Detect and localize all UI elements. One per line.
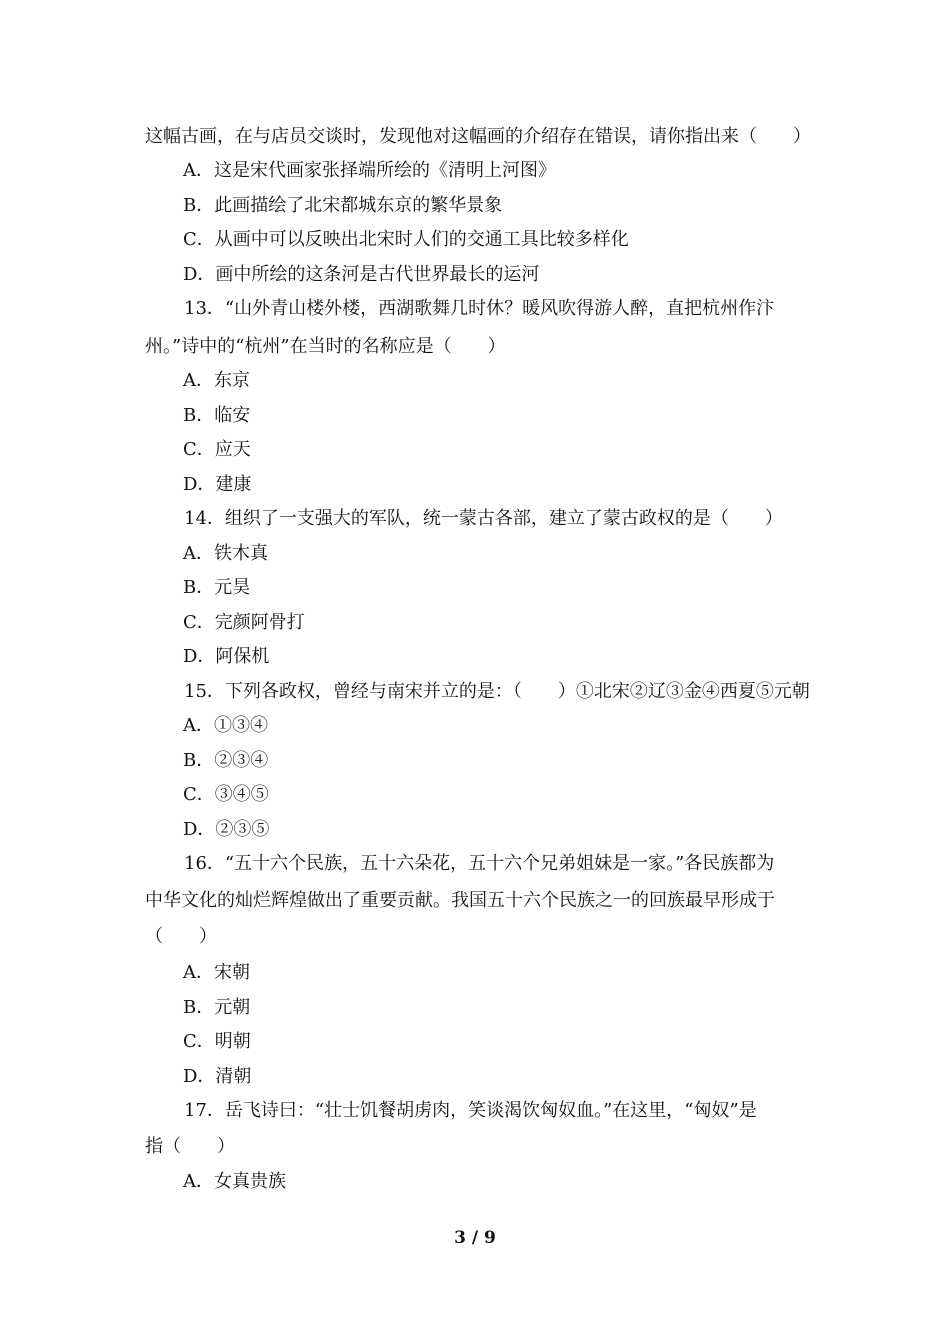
q13-option-a: A．东京 (183, 370, 250, 391)
q14-stem: 14．组织了一支强大的军队，统一蒙古各部，建立了蒙古政权的是（ ） (184, 508, 783, 529)
q13-option-b: B．临安 (183, 405, 251, 426)
q15-option-a: A．①③④ (183, 715, 268, 736)
q15-option-d: D．②③⑤ (183, 819, 270, 840)
q14-option-b: B．元昊 (183, 577, 251, 598)
q12-option-d: D．画中所绘的这条河是古代世界最长的运河 (183, 264, 540, 285)
q13-stem-line2: 州。”诗中的“杭州”在当时的名称应是（ ） (145, 336, 506, 357)
q17-option-a: A．女真贵族 (183, 1171, 286, 1192)
q16-option-b: B．元朝 (183, 997, 251, 1018)
q12-stem: 这幅古画，在与店员交谈时，发现他对这幅画的介绍存在错误，请你指出来（ ） (145, 126, 811, 147)
q15-stem: 15．下列各政权，曾经与南宋并立的是：（ ）①北宋②辽③金④西夏⑤元朝 (184, 681, 810, 702)
q16-option-d: D．清朝 (183, 1066, 252, 1087)
q14-option-c: C．完颜阿骨打 (183, 612, 305, 633)
q16-stem-line3: （ ） (145, 926, 217, 947)
q13-stem-line1: 13．“山外青山楼外楼，西湖歌舞几时休？暖风吹得游人醉，直把杭州作汴 (184, 298, 775, 319)
q17-stem-line2: 指（ ） (145, 1136, 235, 1157)
q16-stem-line1: 16．“五十六个民族，五十六朵花，五十六个兄弟姐妹是一家。”各民族都为 (184, 853, 775, 874)
q13-option-c: C．应天 (183, 439, 251, 460)
q14-option-d: D．阿保机 (183, 646, 270, 667)
q12-option-a: A．这是宋代画家张择端所绘的《清明上河图》 (183, 160, 556, 181)
q15-option-c: C．③④⑤ (183, 784, 269, 805)
q12-option-c: C．从画中可以反映出北宋时人们的交通工具比较多样化 (183, 229, 629, 250)
q12-option-b: B．此画描绘了北宋都城东京的繁华景象 (183, 195, 503, 216)
q16-option-a: A．宋朝 (183, 962, 250, 983)
q14-option-a: A．铁木真 (183, 543, 268, 564)
q16-stem-line2: 中华文化的灿烂辉煌做出了重要贡献。我国五十六个民族之一的回族最早形成于 (145, 890, 775, 911)
page-number: 3 / 9 (454, 1228, 496, 1248)
q17-stem-line1: 17．岳飞诗曰：“壮士饥餐胡虏肉，笑谈渴饮匈奴血。”在这里，“匈奴”是 (184, 1100, 757, 1121)
q13-option-d: D．建康 (183, 474, 252, 495)
q15-option-b: B．②③④ (183, 750, 269, 771)
q16-option-c: C．明朝 (183, 1031, 251, 1052)
